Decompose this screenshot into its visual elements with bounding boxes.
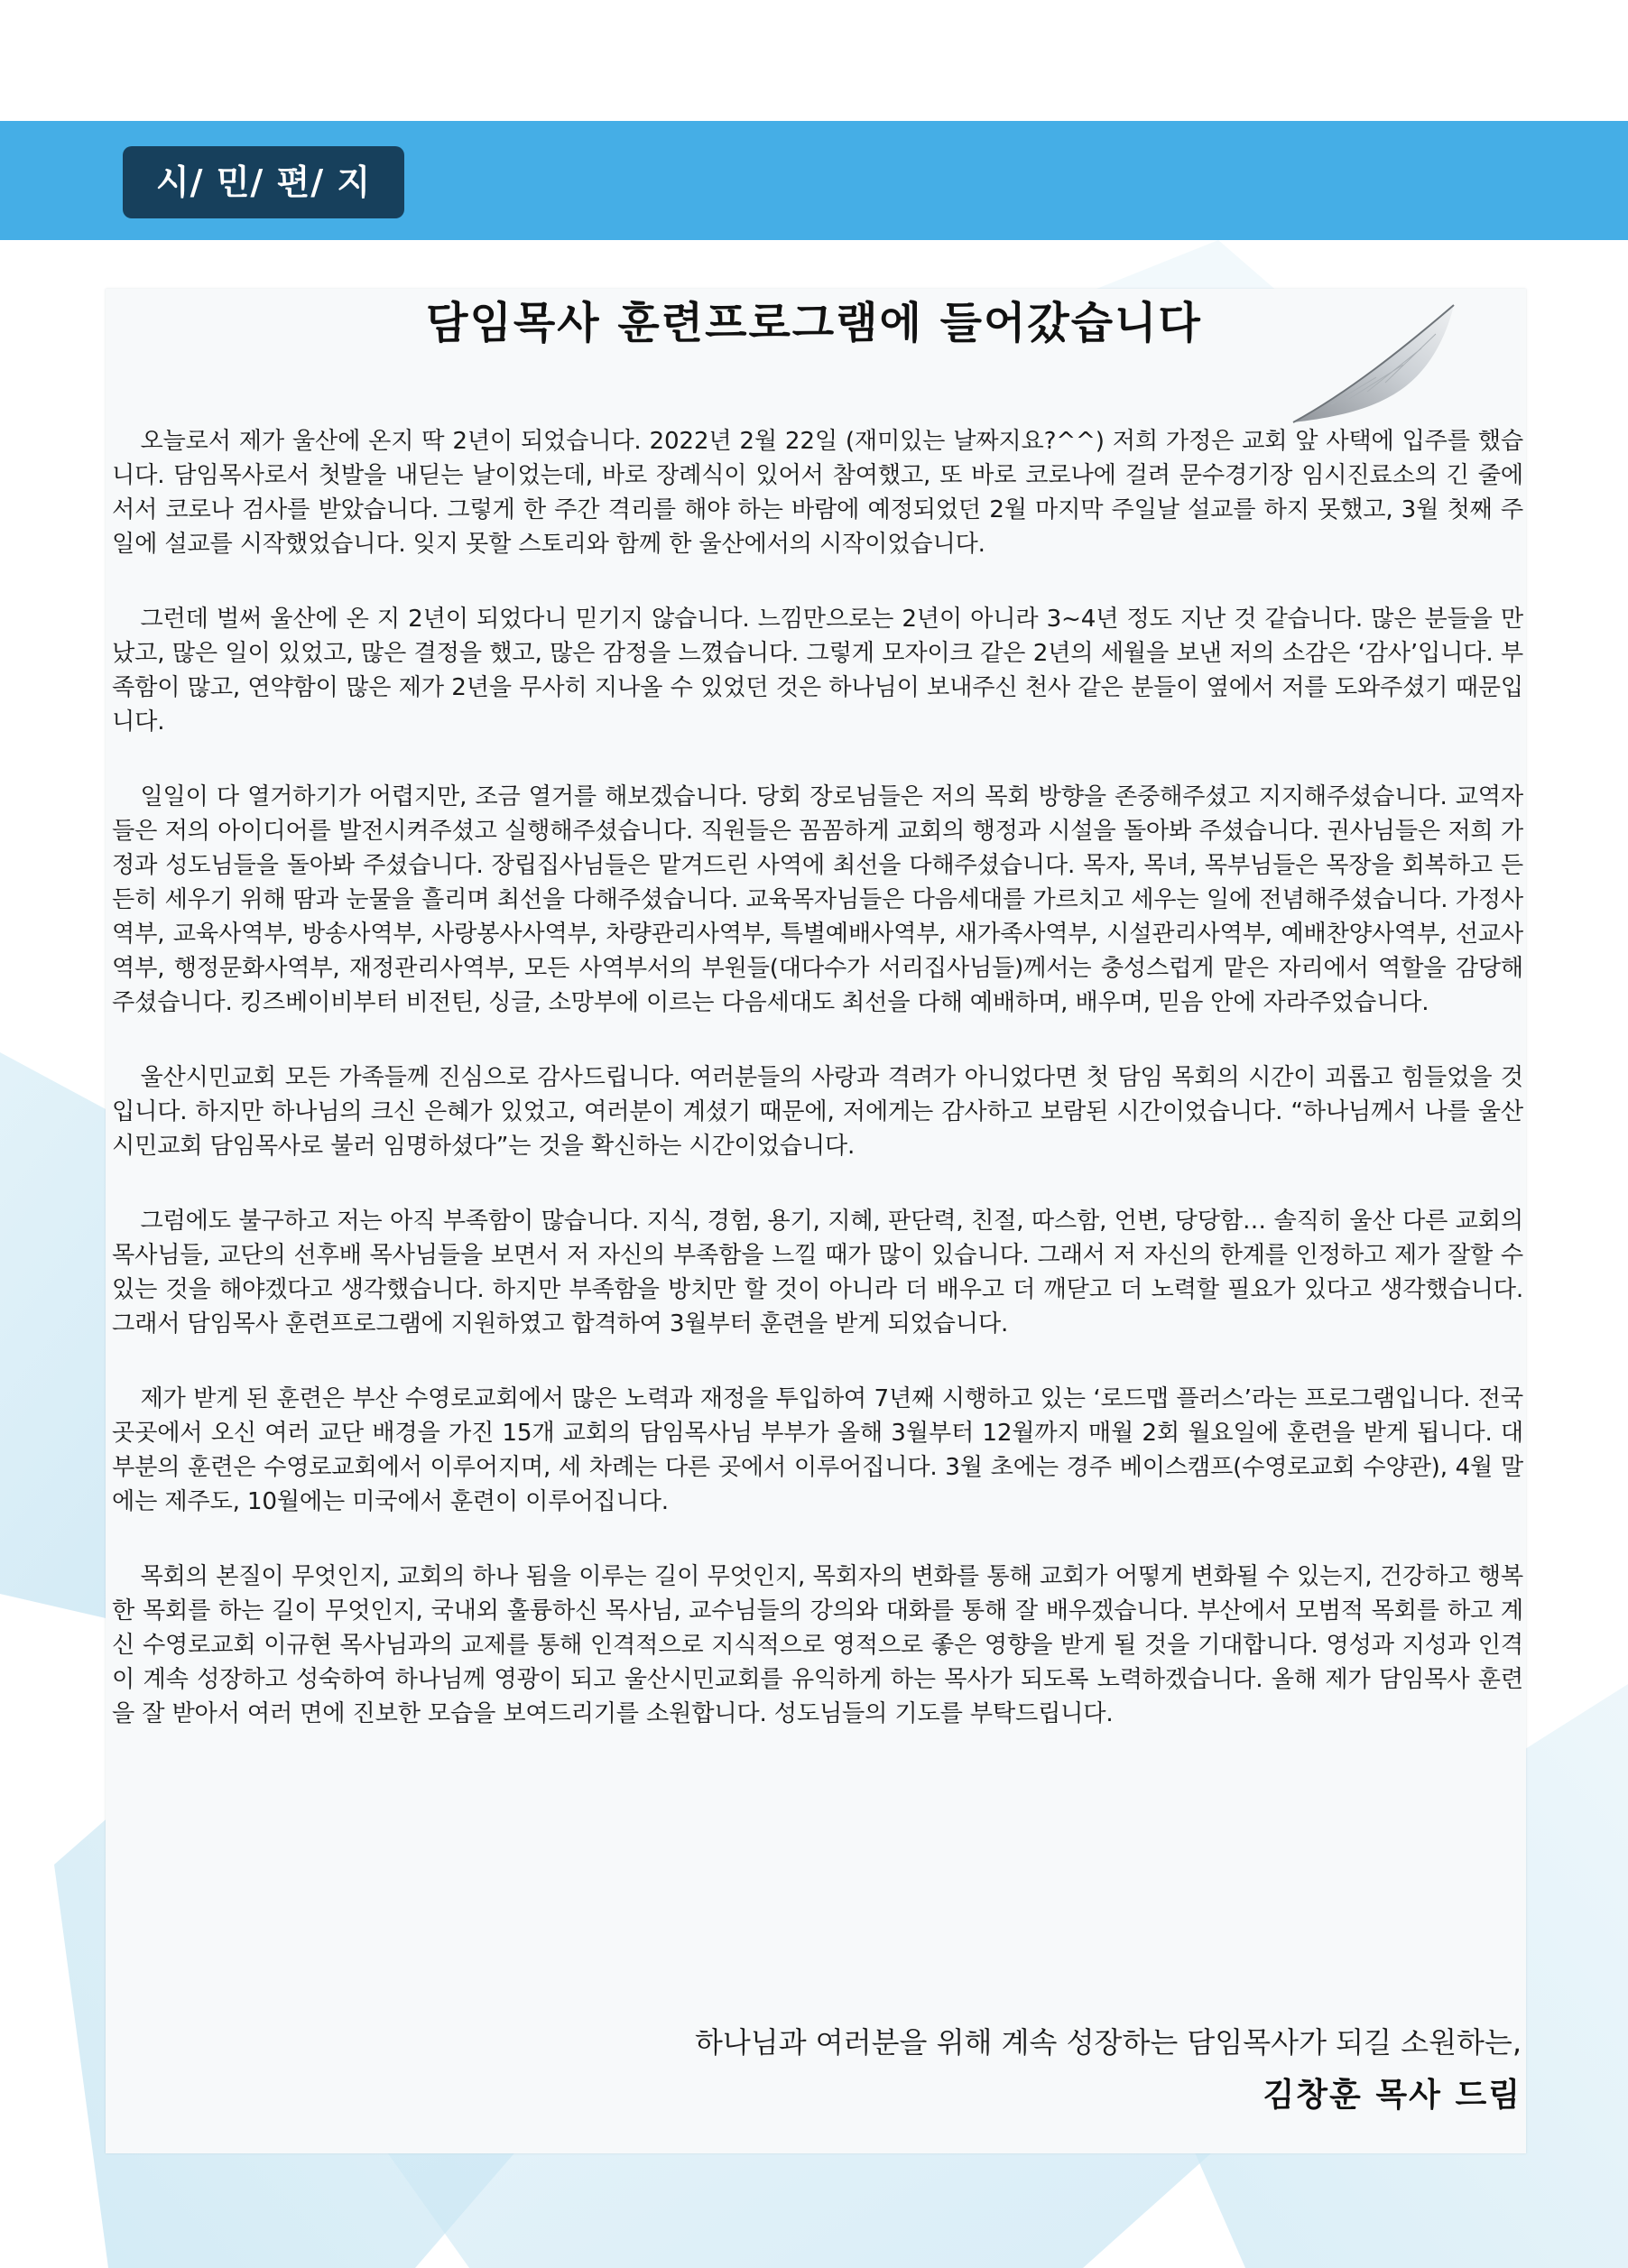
section-tag: 시/ 민/ 편/ 지 [123,146,404,218]
letter-paragraph-3: 일일이 다 열거하기가 어렵지만, 조금 열거를 해보겠습니다. 당회 장로님들은 저의 목회 방향을 존중해주셨고 지지해주셨습니다. 교역자들은 저의 아이디어를 발전시켜주셨고 실행해주셨습니다. 직원들은 꼼꼼하게 교회의 행정과 시설을 돌아봐 주셨습니다. 권사님들은 저희 가정과 성도님들을 돌아봐 주셨습니다. 장립집사님들은 맡겨드린 사역에 최선을 다해주셨습니다. 목자, 목녀, 목부님들은 목장을 회복하고 든든히 세우기 위해 땀과 눈물을 흘리며 최선을 다해주셨습니다. 교육목자님들은 다음세대를 가르치고 세우는 일에 전념해주셨습니다. 가정사역부, 교육사역부, 방송사역부, 사랑봉사사역부, 차량관리사역부, 특별예배사역부, 새가족사역부, 시설관리사역부, 예배찬양사역부, 선교사역부, 행정문화사역부, 재정관리사역부, 모든 사역부서의 부원들(대다수가 서리집사님들)께서는 충성스럽게 맡은 자리에서 역할을 감당해주셨습니다. 킹즈베이비부터 비전틴, 싱글, 소망부에 이르는 다음세대도 최선을 다해 예배하며, 배우며, 믿음 안에 자라주었습니다. [112,783,1523,1016]
letter-title: 담임목사 훈련프로그램에 들어갔습니다 [426,298,1202,348]
letter-paragraph-6: 제가 받게 된 훈련은 부산 수영로교회에서 많은 노력과 재정을 투입하여 7년째 시행하고 있는 ‘로드맵 플러스’라는 프로그램입니다. 전국 곳곳에서 오신 여러 교단 배경을 가진 15개 교회의 담임목사님 부부가 올해 3월부터 12월까지 매월 2회 월요일에 훈련을 받게 됩니다. 대부분의 훈련은 수영로교회에서 이루어지며, 세 차례는 다른 곳에서 이루어집니다. 3월 초에는 경주 베이스캠프(수영로교회 수양관), 4월 말에는 제주도, 10월에는 미국에서 훈련이 이루어집니다. [112,1385,1523,1515]
top-margin [0,0,1628,121]
letter-paragraph-7: 목회의 본질이 무엇인지, 교회의 하나 됨을 이루는 길이 무엇인지, 목회자의 변화를 통해 교회가 어떻게 변화될 수 있는지, 건강하고 행복한 목회를 하는 길이 무엇인지, 국내외 훌륭하신 목사님, 교수님들의 강의와 대화를 통해 잘 배우겠습니다. 부산에서 모범적 목회를 하고 계신 수영로교회 이규현 목사님과의 교제를 통해 인격적으로 지식적으로 영적으로 좋은 영향을 받게 될 것을 기대합니다. 영성과 지성과 인격이 계속 성장하고 성숙하여 하나님께 영광이 되고 울산시민교회를 유익하게 하는 목사가 되도록 노력하겠습니다. 올해 제가 담임목사 훈련을 잘 받아서 여러 면에 진보한 모습을 보여드리기를 소원합니다. 성도님들의 기도를 부탁드립니다. [112,1563,1523,1727]
letter-closing: 하나님과 여러분을 위해 계속 성장하는 담임목사가 되길 소원하는, [694,2025,1522,2060]
letter-signature: 김창훈 목사 드림 [1263,2077,1522,2114]
letter-paragraph-1: 오늘로서 제가 울산에 온지 딱 2년이 되었습니다. 2022년 2월 22일 (재미있는 날짜지요?^^) 저희 가정은 교회 앞 사택에 입주를 했습니다. 담임목사로서 첫발을 내딛는 날이었는데, 바로 장례식이 있어서 참여했고, 또 바로 코로나에 걸려 문수경기장 임시진료소의 긴 줄에 서서 코로나 검사를 받았습니다. 그렇게 한 주간 격리를 해야 하는 바람에 예정되었던 2월 마지막 주일날 설교를 하지 못했고, 3월 첫째 주일에 설교를 시작했었습니다. 잊지 못할 스토리와 함께 한 울산에서의 시작이었습니다. [112,428,1523,558]
letter-paragraph-2: 그런데 벌써 울산에 온 지 2년이 되었다니 믿기지 않습니다. 느낌만으로는 2년이 아니라 3~4년 정도 지난 것 같습니다. 많은 분들을 만났고, 많은 일이 있었고, 많은 결정을 했고, 많은 감정을 느꼈습니다. 그렇게 모자이크 같은 2년의 세월을 보낸 저의 소감은 ‘감사’입니다. 부족함이 많고, 연약함이 많은 제가 2년을 무사히 지나올 수 있었던 것은 하나님이 보내주신 천사 같은 분들이 옆에서 저를 도와주셨기 때문입니다. [112,606,1523,736]
letter-paragraph-4: 울산시민교회 모든 가족들께 진심으로 감사드립니다. 여러분들의 사랑과 격려가 아니었다면 첫 담임 목회의 시간이 괴롭고 힘들었을 것입니다. 하지만 하나님의 크신 은혜가 있었고, 여러분이 계셨기 때문에, 저에게는 감사하고 보람된 시간이었습니다. “하나님께서 나를 울산시민교회 담임목사로 불러 임명하셨다”는 것을 확신하는 시간이었습니다. [112,1064,1523,1160]
feather-icon [1277,298,1466,433]
letter-paragraph-5: 그럼에도 불구하고 저는 아직 부족함이 많습니다. 지식, 경험, 용기, 지혜, 판단력, 친절, 따스함, 언변, 당당함… 솔직히 울산 다른 교회의 목사님들, 교단의 선후배 목사님들을 보면서 저 자신의 부족함을 느낄 때가 많이 있습니다. 그래서 저 자신의 한계를 인정하고 제가 잘할 수 있는 것을 해야겠다고 생각했습니다. 하지만 부족함을 방치만 할 것이 아니라 더 배우고 더 깨닫고 더 노력할 필요가 있다고 생각했습니다. 그래서 담임목사 훈련프로그램에 지원하였고 합격하여 3월부터 훈련을 받게 되었습니다. [112,1208,1523,1338]
letter-body [112,424,1523,1772]
